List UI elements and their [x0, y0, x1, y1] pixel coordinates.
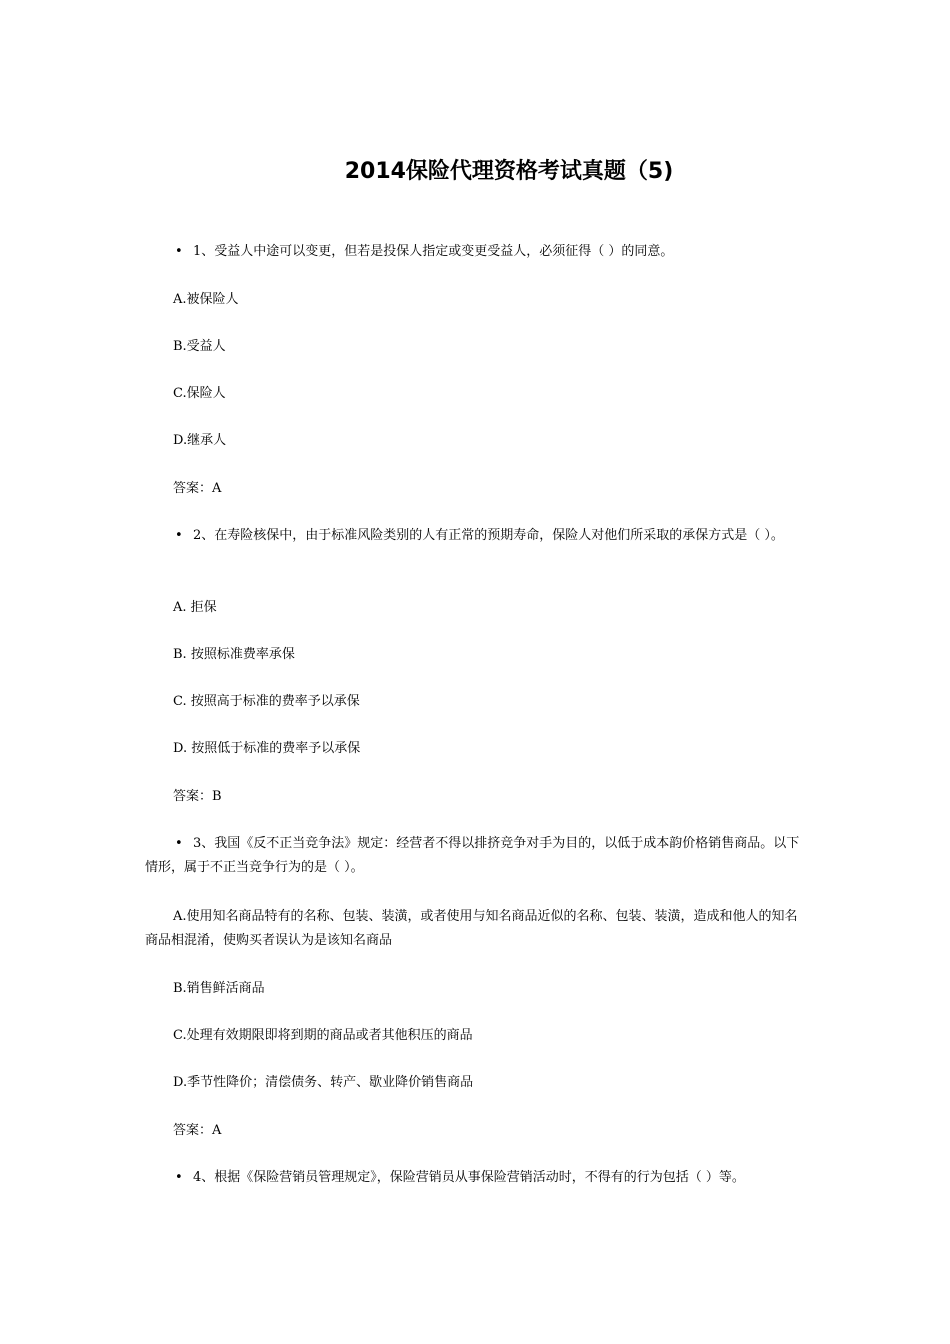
- bullet-icon: •: [175, 244, 183, 259]
- question-3: [145, 832, 809, 880]
- option-c: C.保险人: [173, 386, 226, 401]
- option-d: D. 按照低于标准的费率予以承保: [173, 741, 361, 756]
- option-d: D.季节性降价；清偿债务、转产、歇业降价销售商品: [173, 1075, 474, 1090]
- question-text: 3、我国《反不正当竞争法》规定：经营者不得以排挤竞争对手为目的，以低于成本韵价格销售商品。以下情形，属于不正当竞争行为的是（ ）。: [145, 836, 800, 875]
- question-4: [145, 1166, 809, 1190]
- bullet-icon: •: [175, 528, 183, 543]
- bullet-icon: •: [175, 1170, 183, 1185]
- option-c: C.处理有效期限即将到期的商品或者其他积压的商品: [173, 1028, 473, 1043]
- question-text: 1、受益人中途可以变更，但若是投保人指定或变更受益人，必须征得（ ）的同意。: [193, 244, 674, 259]
- question-text: 4、根据《保险营销员管理规定》，保险营销员从事保险营销活动时，不得有的行为包括（ ）等。: [193, 1170, 745, 1185]
- option-d: D.继承人: [173, 433, 227, 448]
- question-text: 2、在寿险核保中，由于标准风险类别的人有正常的预期寿命，保险人对他们所采取的承保方式是（ ）。: [193, 528, 784, 543]
- option-b: B.受益人: [173, 339, 226, 354]
- answer: 答案：A: [173, 481, 222, 496]
- option-c: C. 按照高于标准的费率予以承保: [173, 694, 360, 709]
- option-b: B.销售鲜活商品: [173, 981, 265, 996]
- answer: 答案：B: [173, 789, 222, 804]
- option-b: B. 按照标准费率承保: [173, 647, 295, 662]
- option-a: A.被保险人: [173, 292, 239, 307]
- document-title: 2014保险代理资格考试真题（5): [344, 159, 674, 184]
- bullet-icon: •: [175, 836, 183, 851]
- option-a: A. 拒保: [173, 600, 217, 615]
- question-1: [145, 240, 809, 264]
- question-2: [145, 524, 809, 548]
- option-a: A.使用知名商品特有的名称、包装、装潢，或者使用与知名商品近似的名称、包装、装潢，造成和他人的知名商品相混淆，使购买者误认为是该知名商品: [145, 909, 798, 948]
- answer: 答案：A: [173, 1123, 222, 1138]
